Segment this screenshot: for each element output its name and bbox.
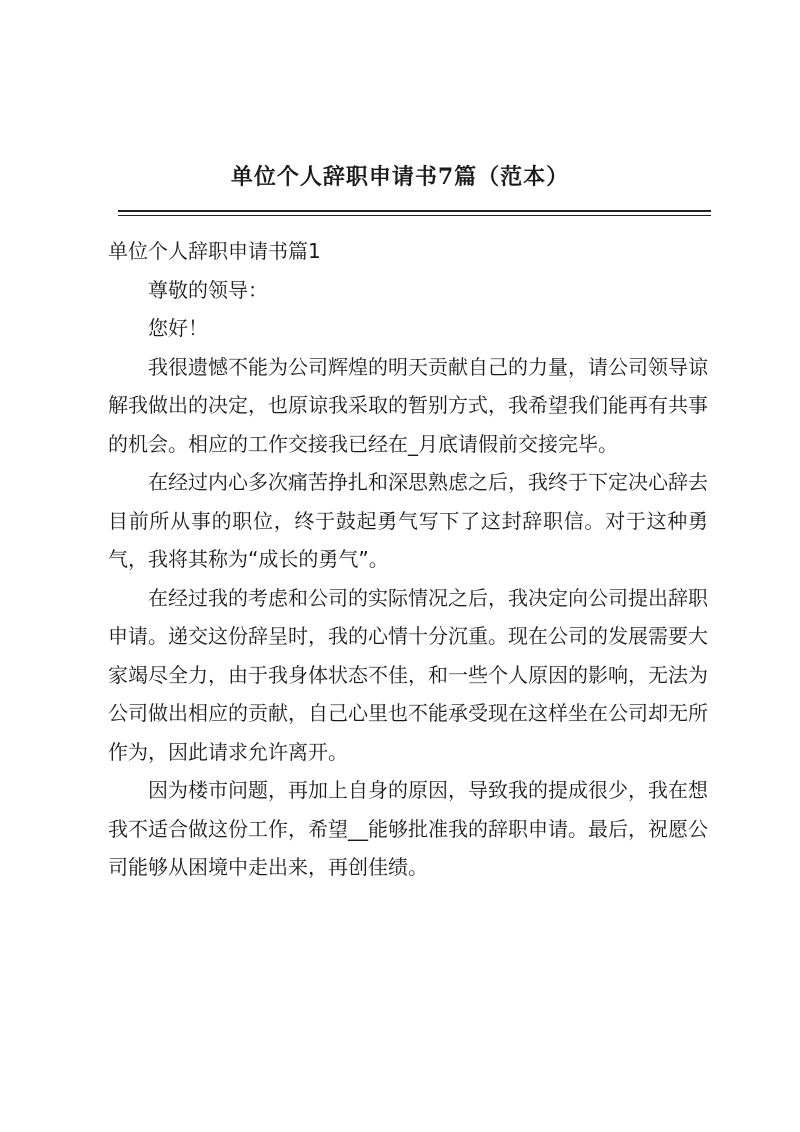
body-paragraph: 在经过内心多次痛苦挣扎和深思熟虑之后，我终于下定决心辞去目前所从事的职位，终于鼓起勇气写下了这封辞职信。对于这种勇气，我将其称为“成长的勇气”。 [108, 470, 708, 571]
salutation: 尊敬的领导： [148, 277, 268, 302]
greeting: 您好！ [148, 316, 208, 340]
body-paragraph: 我很遗憾不能为公司辉煌的明天贡献自己的力量，请公司领导谅解我做出的决定，也原谅我采取的暂别方式，我希望我们能再有共事的机会。相应的工作交接我已经在_月底请假前交接完毕。 [108, 354, 708, 456]
document-body [108, 232, 708, 887]
title-divider-thin [118, 215, 711, 216]
title-divider-thick [118, 210, 711, 212]
section-heading: 单位个人辞职申请书篇1 [108, 239, 321, 263]
body-paragraph: 在经过我的考虑和公司的实际情况之后，我决定向公司提出辞职申请。递交这份辞呈时，我的心情十分沉重。现在公司的发展需要大家竭尽全力，由于我身体状态不佳，和一些个人原因的影响，无法为公司做出相应的贡献，自己心里也不能承受现在这样坐在公司却无所作为，因此请求允许离开。 [108, 585, 708, 764]
document-title: 单位个人辞职申请书7篇（范本） [230, 164, 570, 190]
body-paragraph: 因为楼市问题，再加上自身的原因，导致我的提成很少，我在想我不适合做这份工作，希望__能够批准我的辞职申请。最后，祝愿公司能够从困境中走出来，再创佳绩。 [108, 778, 708, 879]
